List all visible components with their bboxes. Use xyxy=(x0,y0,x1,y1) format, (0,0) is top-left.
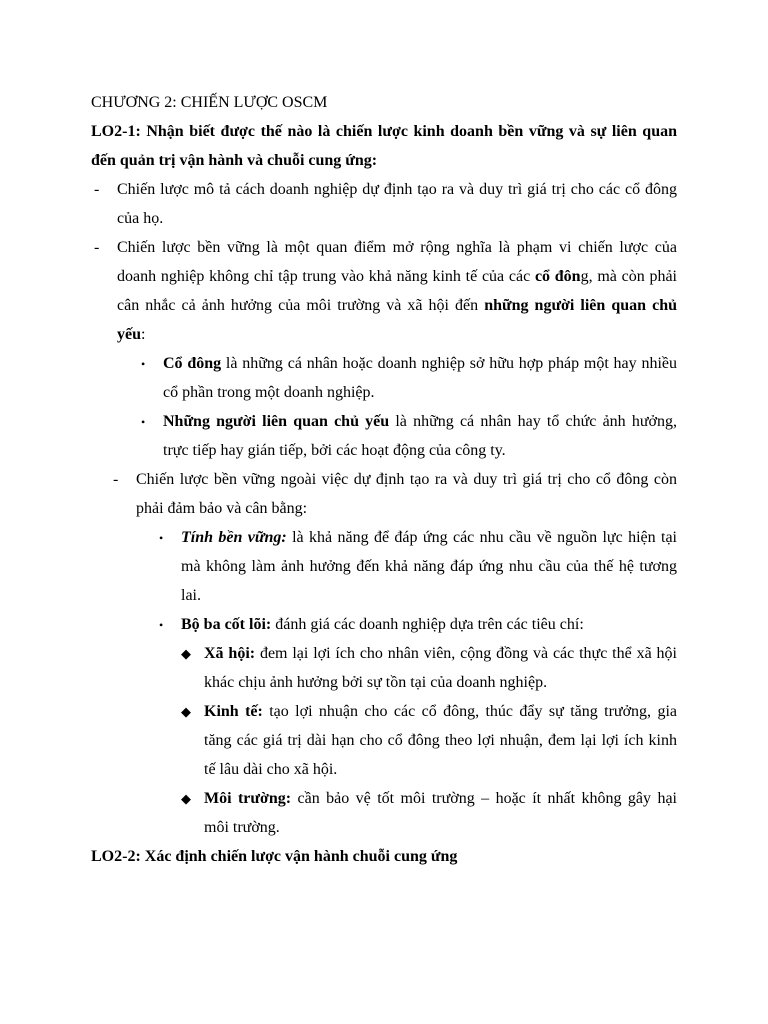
d1-line1 xyxy=(204,644,677,664)
lo2-2-heading: LO2-2: Xác định chiến lược vận hành chuỗi cung ứng xyxy=(91,848,458,865)
d3-line2: môi trường. xyxy=(204,819,280,836)
item2-bold-term: những người liên quan chủ xyxy=(484,297,677,314)
dash-bullet: - xyxy=(113,471,119,488)
sub1-text: là những cá nhân hoặc doanh nghiệp sở hữu hợp pháp một hay nhiều xyxy=(221,355,677,372)
item2-text: g, mà còn phải xyxy=(580,268,677,285)
sub4-text: đánh giá các doanh nghiệp dựa trên các tiêu chí: xyxy=(271,616,584,633)
sub2-term: Những người liên quan chủ yếu xyxy=(163,413,390,430)
diamond-bullet-icon: ◆ xyxy=(181,704,191,719)
sub4-term: Bộ ba cốt lõi: xyxy=(181,616,272,633)
d3-text: cần bảo vệ tốt môi trường – hoặc ít nhất không gây hại xyxy=(291,790,677,807)
sub3-term: Tính bền vững: xyxy=(181,529,287,546)
item2-text: : xyxy=(141,326,146,343)
sub3-line2: mà không làm ảnh hưởng đến khả năng đáp ứng nhu cầu của thế hệ tương xyxy=(181,558,677,575)
item2-line4 xyxy=(117,325,145,345)
round-bullet: • xyxy=(141,357,146,371)
sub2-text: là những cá nhân hay tổ chức ảnh hưởng, xyxy=(389,413,677,430)
d3-line1 xyxy=(204,789,677,809)
diamond-bullet-icon: ◆ xyxy=(181,791,191,806)
d1-line2: khác chịu ảnh hưởng bởi sự tồn tại của doanh nghiệp. xyxy=(204,674,548,691)
dash-bullet: - xyxy=(94,181,100,198)
item3-line1: Chiến lược bền vững ngoài việc dự định tạo ra và duy trì giá trị cho cổ đông còn xyxy=(136,471,677,488)
d2-text: tạo lợi nhuận cho các cổ đông, thúc đẩy sự tăng trưởng, gia xyxy=(262,703,677,720)
lo2-1-heading-line1: LO2-1: Nhận biết được thế nào là chiến lược kinh doanh bền vững và sự liên quan xyxy=(91,123,677,140)
sub3-line3: lai. xyxy=(181,587,201,604)
d1-text: đem lại lợi ích cho nhân viên, cộng đồng và các thực thể xã hội xyxy=(255,645,677,662)
item2-line1: Chiến lược bền vững là một quan điểm mở rộng nghĩa là phạm vi chiến lược của xyxy=(117,239,677,256)
dash-bullet: - xyxy=(94,239,100,256)
d2-term: Kinh tế: xyxy=(204,703,263,720)
sub2-line2: trực tiếp hay gián tiếp, bởi các hoạt động của công ty. xyxy=(163,442,506,459)
d2-line1 xyxy=(204,702,677,722)
round-bullet: • xyxy=(159,531,164,545)
round-bullet: • xyxy=(159,618,164,632)
item2-line2 xyxy=(117,267,677,287)
item1-line1: Chiến lược mô tả cách doanh nghiệp dự định tạo ra và duy trì giá trị cho các cổ đông xyxy=(117,181,677,198)
sub1-line2: cổ phần trong một doanh nghiệp. xyxy=(163,384,375,401)
sub1-line1 xyxy=(163,354,677,374)
diamond-bullet-icon: ◆ xyxy=(181,646,191,661)
round-bullet: • xyxy=(141,415,146,429)
d2-line2: tăng các giá trị dài hạn cho cổ đông theo lợi nhuận, đem lại lợi ích kinh xyxy=(204,732,677,749)
d1-term: Xã hội: xyxy=(204,645,256,662)
d2-line3: tế lâu dài cho xã hội. xyxy=(204,761,338,778)
d3-term: Môi trường: xyxy=(204,790,292,807)
sub2-line1 xyxy=(163,412,677,432)
item3-line2: phải đảm bảo và cân bằng: xyxy=(136,500,308,517)
item2-text: doanh nghiệp không chỉ tập trung vào khả năng kinh tế của các xyxy=(117,268,535,285)
item2-line3 xyxy=(117,296,677,316)
item2-text: cân nhắc cả ảnh hưởng của môi trường và xã hội đến xyxy=(117,297,485,314)
chapter-title: CHƯƠNG 2: CHIẾN LƯỢC OSCM xyxy=(91,94,328,111)
lo2-1-heading-line2: đến quản trị vận hành và chuỗi cung ứng: xyxy=(91,152,378,169)
item1-line2: của họ. xyxy=(117,210,164,227)
item2-bold-term: yếu xyxy=(117,326,141,343)
item2-bold-term: cổ đôn xyxy=(534,268,581,285)
sub3-line1 xyxy=(181,528,677,548)
sub4-line1 xyxy=(181,615,584,635)
sub3-text: là khả năng để đáp ứng các nhu cầu về nguồn lực hiện tại xyxy=(286,529,677,546)
sub1-term: Cổ đông xyxy=(163,355,222,372)
